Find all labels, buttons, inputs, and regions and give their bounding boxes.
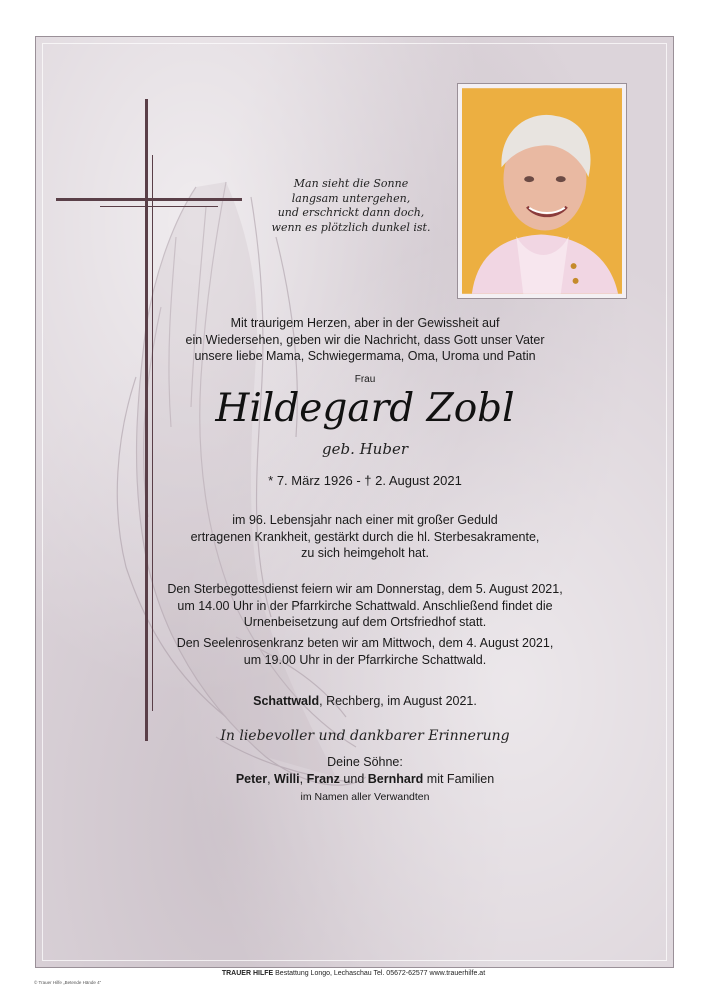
- intro-line: Mit traurigem Herzen, aber in der Gewissheit auf: [230, 316, 500, 330]
- separator: ,: [267, 772, 275, 786]
- son-name: Peter: [235, 772, 268, 786]
- poem-line: langsam untergehen,: [291, 191, 411, 205]
- funeral-line: Urnenbeisetzung auf dem Ortsfriedhof statt.: [243, 615, 487, 629]
- intro-line: unsere liebe Mama, Schwiegermama, Oma, Uroma und Patin: [194, 349, 536, 363]
- poem-line: wenn es plötzlich dunkel ist.: [271, 220, 431, 234]
- death-line: im 96. Lebensjahr nach einer mit großer Geduld: [232, 513, 498, 527]
- life-dates: * 7. März 1926 - † 2. August 2021: [268, 473, 462, 488]
- poem-line: und erschrickt dann doch,: [277, 206, 425, 219]
- cross-inner-horizontal: [100, 206, 218, 207]
- birth-name: geb. Huber: [321, 440, 408, 458]
- place-town: Schattwald: [253, 694, 320, 708]
- poem-quote: [266, 177, 436, 235]
- death-line: ertragenen Krankheit, gestärkt durch die hl. Sterbesakramente,: [190, 529, 540, 544]
- son-name: Willi: [274, 772, 300, 786]
- obituary-card: [35, 36, 674, 968]
- place-rest: , Rechberg, im August 2021.: [319, 694, 477, 708]
- rosary-text: [135, 635, 595, 668]
- poem-line: Man sieht die Sonne: [293, 177, 409, 190]
- footer: [0, 970, 707, 977]
- relatives-line: im Namen aller Verwandten: [300, 791, 430, 803]
- portrait-image: [462, 88, 622, 294]
- title-frau: Frau: [354, 374, 376, 385]
- footer-text: Bestattung Longo, Lechaschau Tel. 05672-62577 www.trauerhilfe.at: [273, 970, 486, 977]
- footer-brand: TRAUER HILFE: [221, 970, 274, 977]
- death-text: [135, 512, 595, 562]
- sons-heading: Deine Söhne:: [327, 755, 403, 769]
- rosary-line: Den Seelenrosenkranz beten wir am Mittwoch, dem 4. August 2021,: [176, 636, 554, 650]
- mourners-tail: mit Familien: [423, 772, 495, 786]
- son-name: Franz: [306, 772, 340, 786]
- intro-line: ein Wiedersehen, geben wir die Nachricht, dass Gott unser Vater: [185, 332, 545, 347]
- cross-horizontal: [56, 198, 242, 201]
- memory-line: In liebevoller und dankbarer Erinnerung: [220, 728, 510, 744]
- separator: ,: [299, 772, 307, 786]
- deceased-name: Hildegard Zobl: [215, 386, 515, 431]
- separator: und: [339, 772, 368, 786]
- copyright-note: © Trauer Hilfe „Betende Hände 4“: [34, 980, 102, 985]
- death-line: zu sich heimgeholt hat.: [301, 546, 429, 560]
- place-date: [135, 693, 595, 710]
- mourners-names: [135, 771, 595, 788]
- funeral-line: um 14.00 Uhr in der Pfarrkirche Schattwald. Anschließend findet die: [177, 598, 553, 613]
- son-name: Bernhard: [367, 772, 424, 786]
- funeral-text: [135, 581, 595, 631]
- funeral-line: Den Sterbegottesdienst feiern wir am Donnerstag, dem 5. August 2021,: [167, 582, 563, 596]
- rosary-line: um 19.00 Uhr in der Pfarrkirche Schattwald.: [243, 652, 487, 667]
- intro-text: [135, 315, 595, 365]
- portrait-photo: [457, 83, 627, 299]
